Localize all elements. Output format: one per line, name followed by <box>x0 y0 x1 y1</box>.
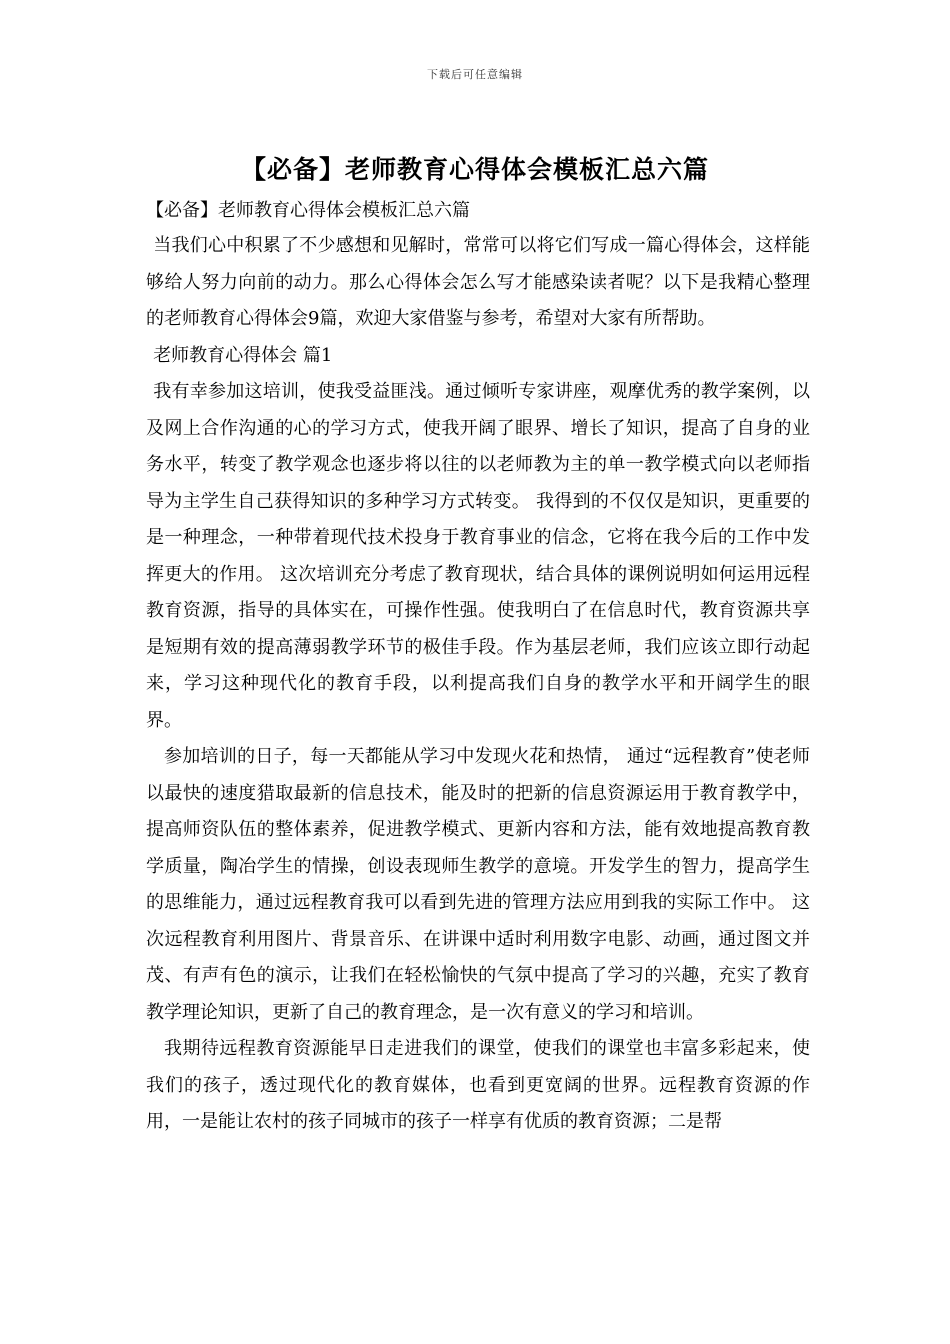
body-paragraph-1: 我有幸参加这培训，使我受益匪浅。通过倾听专家讲座，观摩优秀的教学案例，以及网上合作沟通的心的学习方式，使我开阔了眼界、增长了知识，提高了自身的业务水平，转变了教学观念也逐步将以往的以老师教为主的单一教学模式向以老师指导为主学生自己获得知识的多种学习方式转变。 我得到的不仅仅是知识，更重要的是一种理念，一种带着现代技术投身于教育事业的信念，它将在我今后的工作中发挥更大的作用。 这次培训充分考虑了教育现状，结合具体的课例说明如何运用远程教育资源，指导的具体实在，可操作性强。使我明白了在信息时代，教育资源共享是短期有效的提高薄弱教学环节的极佳手段。作为基层老师，我们应该立即行动起来，学习这种现代化的教育手段，以利提高我们自身的教学水平和开阔学生的眼界。 <box>146 381 810 731</box>
body-paragraph-2: 参加培训的日子，每一天都能从学习中发现火花和热情， 通过“远程教育”使老师以最快的速度猎取最新的信息技术，能及时的把新的信息资源运用于教育教学中，提高师资队伍的整体素养，促进教学模式、更新内容和方法，能有效地提高教育教学质量，陶冶学生的情操，创设表现师生教学的意境。开发学生的智力，提高学生的思维能力，通过远程教育我可以看到先进的管理方法应用到我的实际工作中。 这次远程教育利用图片、背景音乐、在讲课中适时利用数字电影、动画，通过图文并茂、有声有色的演示，让我们在轻松愉快的气氛中提高了学习的兴趣，充实了教育教学理论知识，更新了自己的教育理念，是一次有意义的学习和培训。 <box>146 746 810 1023</box>
intro-paragraph: 当我们心中积累了不少感想和见解时，常常可以将它们写成一篇心得体会，这样能够给人努力向前的动力。那么心得体会怎么写才能感染读者呢？以下是我精心整理的老师教育心得体会9篇，欢迎大家借鉴与参考，希望对大家有所帮助。 <box>146 235 810 329</box>
section-heading: 老师教育心得体会 篇1 <box>153 344 333 366</box>
body-paragraph-3: 我期待远程教育资源能早日走进我们的课堂，使我们的课堂也丰富多彩起来，使我们的孩子，透过现代化的教育媒体，也看到更宽阔的世界。远程教育资源的作用，一是能让农村的孩子同城市的孩子一样享有优质的教育资源；二是帮 <box>146 1038 810 1132</box>
header-note: 下载后可任意编辑 <box>427 68 523 81</box>
document-subtitle: 【必备】老师教育心得体会模板汇总六篇 <box>146 200 470 221</box>
document-title: 【必备】老师教育心得体会模板汇总六篇 <box>240 155 709 184</box>
document-body <box>146 198 810 1141</box>
